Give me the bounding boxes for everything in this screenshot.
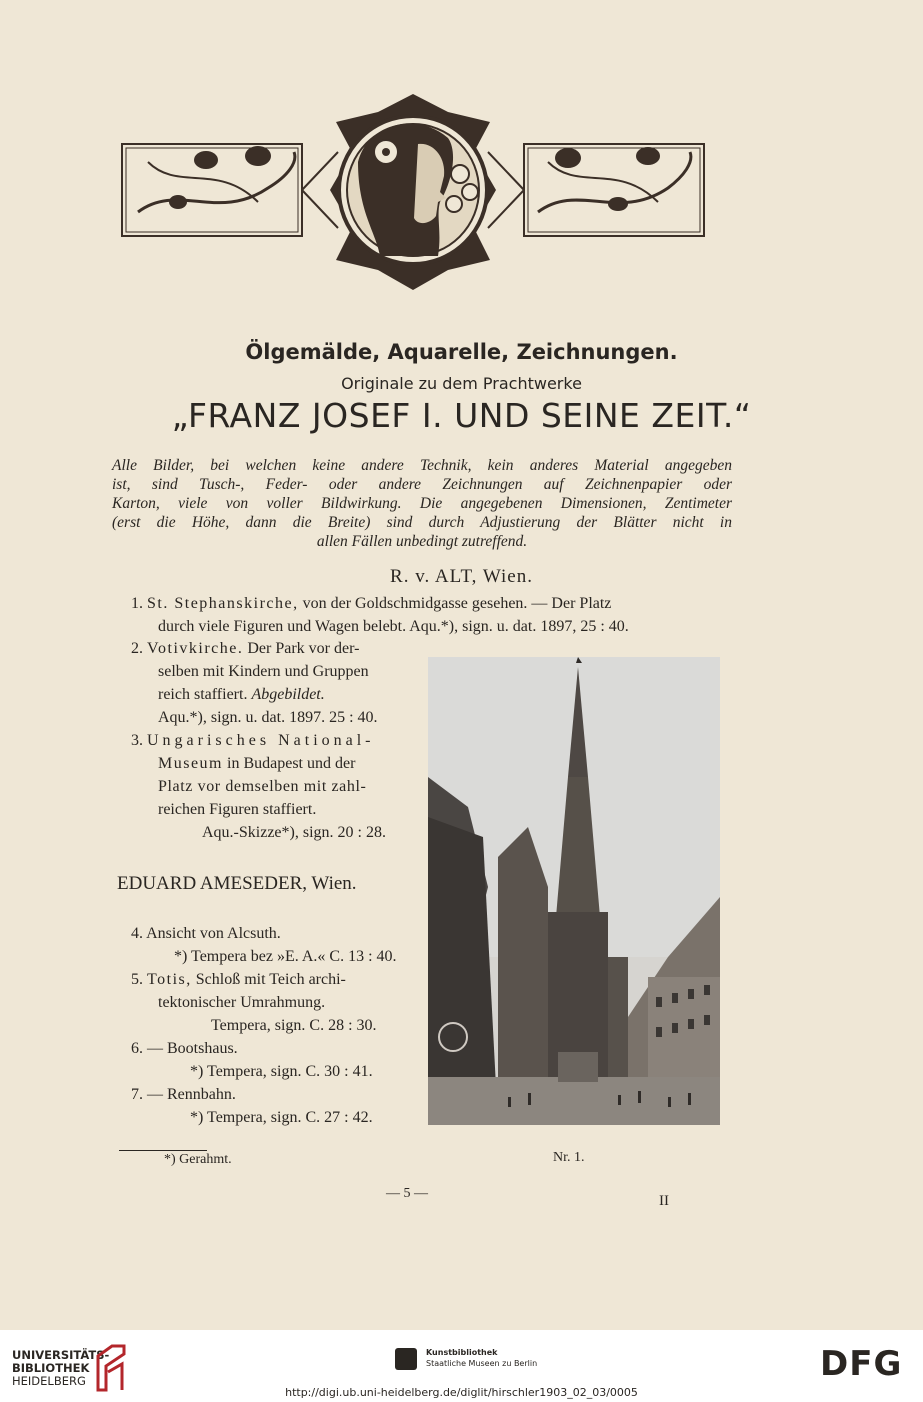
- entry-7-line-2: *) Tempera, sign. C. 27 : 42.: [190, 1109, 373, 1126]
- entry-number: 7.: [131, 1086, 143, 1103]
- section-heading: Ölgemälde, Aquarelle, Zeichnungen.: [245, 340, 678, 364]
- entry-number: 2.: [131, 640, 143, 657]
- intro-paragraph: [112, 456, 732, 551]
- ub-line-1: UNIVERSITÄTS-: [12, 1348, 110, 1362]
- dfg-logo: DFG: [820, 1344, 903, 1384]
- entry-number: 4.: [131, 925, 143, 942]
- entry-3-line-2: [158, 755, 355, 773]
- entry-text: Ansicht von Alcsuth.: [146, 925, 281, 942]
- entry-number: 5.: [131, 971, 143, 988]
- entry-5-line-3: Tempera, sign. C. 28 : 30.: [211, 1017, 377, 1034]
- digitization-footer: [0, 1330, 923, 1402]
- entry-5-line-1: [131, 971, 346, 989]
- entry-text: — Rennbahn.: [147, 1086, 236, 1103]
- ub-heidelberg-mark-icon: [94, 1342, 128, 1392]
- entry-3-line-4: reichen Figuren staffiert.: [158, 801, 317, 818]
- art-nouveau-ornament: [118, 92, 708, 292]
- subheading: Originale zu dem Prachtwerke: [341, 374, 582, 393]
- footnote: *) Gerahmt.: [164, 1152, 232, 1167]
- permalink-url[interactable]: http://digi.ub.uni-heidelberg.de/diglit/hirschler1903_02_03/0005: [285, 1386, 638, 1399]
- entry-text: Der Park vor der-: [247, 640, 360, 657]
- ub-line-2: BIBLIOTHEK: [12, 1361, 90, 1375]
- entry-title: Totis,: [147, 971, 192, 988]
- entry-number: 3.: [131, 732, 143, 749]
- signature-mark: II: [659, 1193, 669, 1209]
- entry-6-line-2: *) Tempera, sign. C. 30 : 41.: [190, 1063, 373, 1080]
- entry-text: in Budapest und der: [227, 755, 356, 772]
- entry-number: 1.: [131, 595, 143, 612]
- intro-line: allen Fällen unbedingt zutreffend.: [316, 533, 528, 550]
- entry-7-line-1: [131, 1086, 236, 1104]
- entry-text: Schloß mit Teich archi-: [195, 971, 346, 988]
- entry-text: — Bootshaus.: [147, 1040, 238, 1057]
- entry-title: Ungarisches National-: [147, 732, 375, 749]
- entry-2-line-2: selben mit Kindern und Gruppen: [158, 663, 369, 680]
- main-title: „FRANZ JOSEF I. UND SEINE ZEIT.“: [171, 396, 752, 435]
- entry-title: Votivkirche.: [147, 640, 244, 657]
- page-number: — 5 —: [386, 1186, 428, 1201]
- entry-4-line-1: [131, 925, 281, 943]
- kunstbibliothek-text: [426, 1347, 537, 1369]
- kunstbibliothek-mark-icon: [395, 1348, 417, 1370]
- entry-4-line-2: *) Tempera bez »E. A.« C. 13 : 40.: [174, 948, 397, 965]
- entry-title: St. Stephanskirche,: [147, 595, 299, 612]
- entry-2-line-1: [131, 640, 359, 658]
- entry-3-line-3: Platz vor demselben mit zahl-: [158, 778, 367, 795]
- kunst-line-1: Kunstbibliothek: [426, 1348, 498, 1357]
- kunst-line-2: Staatliche Museen zu Berlin: [426, 1359, 538, 1368]
- footnote-rule: [119, 1150, 207, 1151]
- entry-1-line-1: [131, 595, 611, 613]
- entry-title: Museum: [158, 755, 223, 772]
- intro-line: (erst die Höhe, dann die Breite) sind durch Adjustierung der Blätter nicht in: [112, 514, 732, 531]
- entry-2-line-3: [158, 686, 325, 704]
- stephanskirche-illustration: [428, 657, 720, 1125]
- entry-3-line-1: [131, 732, 375, 750]
- intro-line: Karton, viele von voller Bildwirkung. Die angegebenen Dimensionen, Zentimeter: [112, 495, 732, 512]
- entry-2-line-4: Aqu.*), sign. u. dat. 1897. 25 : 40.: [158, 709, 378, 726]
- entry-6-line-1: [131, 1040, 238, 1058]
- entry-text: reich staffiert.: [158, 686, 248, 703]
- entry-3-line-5: Aqu.-Skizze*), sign. 20 : 28.: [202, 824, 386, 841]
- ub-line-3: HEIDELBERG: [12, 1374, 86, 1388]
- illustrated-note: Abgebildet.: [251, 686, 325, 703]
- entry-text: von der Goldschmidgasse gesehen. — Der Platz: [302, 595, 612, 612]
- entry-number: 6.: [131, 1040, 143, 1057]
- entry-5-line-2: tektonischer Umrahmung.: [158, 994, 326, 1011]
- entry-1-line-2: durch viele Figuren und Wagen belebt. Aqu.*), sign. u. dat. 1897, 25 : 40.: [158, 618, 629, 635]
- image-caption: Nr. 1.: [553, 1150, 585, 1165]
- intro-line: Alle Bilder, bei welchen keine andere Technik, kein anderes Material angegeben: [112, 457, 732, 474]
- artist-name-alt: R. v. ALT, Wien.: [390, 566, 533, 587]
- artist-name-ameseder: EDUARD AMESEDER, Wien.: [117, 873, 357, 894]
- intro-line: ist, sind Tusch-, Feder- oder andere Zeichnungen auf Zeichnenpapier oder: [112, 476, 732, 493]
